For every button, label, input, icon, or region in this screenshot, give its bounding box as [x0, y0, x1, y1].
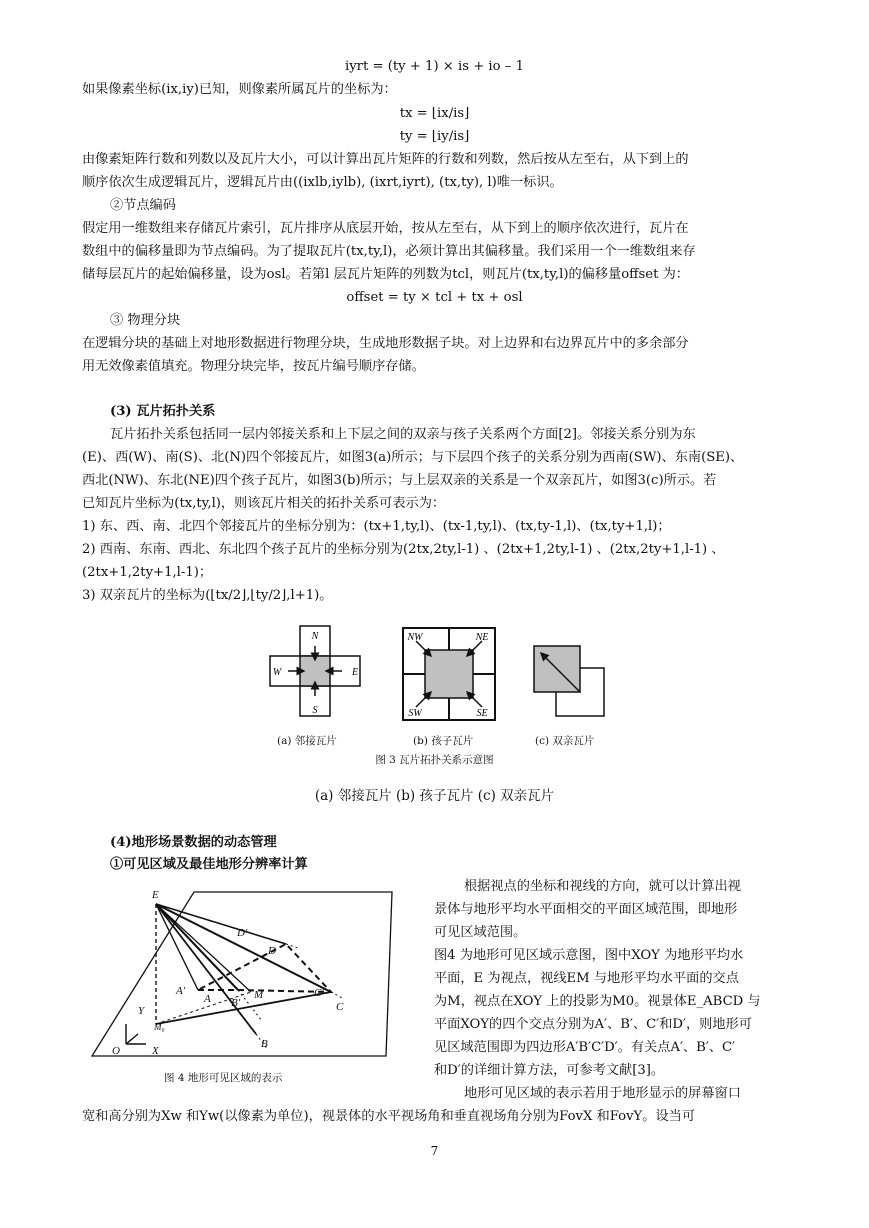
- label-west: W: [272, 667, 282, 678]
- subheading-visible-region: ①可见区域及最佳地形分辨率计算: [110, 857, 308, 872]
- point-label: A′: [176, 985, 186, 997]
- paragraph-line: 宽和高分别为Xw 和Yw(以像素为单位)，视景体的水平视场角和垂直视场角分别为FovX 和FovY。设当可: [82, 1109, 696, 1124]
- paragraph-line: 和D′的详细计算方法，可参考文献[3]。: [434, 1063, 665, 1078]
- adjacency-cross-diagram: [270, 626, 360, 716]
- paragraph-line: 由像素矩阵行数和列数以及瓦片大小，可以计算出瓦片矩阵的行数和列数，然后按从左至右，从下到上的: [82, 152, 689, 167]
- paragraph-line: 储每层瓦片的起始偏移量，设为osl。若第l 层瓦片矩阵的列数为tcl，则瓦片(tx,ty,l)的偏移量offset 为：: [82, 267, 689, 282]
- children-grid-diagram: [403, 628, 495, 720]
- paragraph-line: 假定用一维数组来存储瓦片索引，瓦片排序从底层开始，按从左至右，从下到上的顺序依次进行，瓦片在: [82, 221, 689, 236]
- point-label: E: [152, 889, 159, 901]
- fig4-title: 图 4 地形可见区域的表示: [164, 1072, 283, 1084]
- equation-tx: tx = ⌊ix/is⌋: [399, 106, 470, 121]
- fig3-caption-a: (a) 邻接瓦片: [277, 735, 337, 747]
- figure-4-labels: [112, 889, 344, 1057]
- paragraph-line: 见区域范围即为四边形A′B′C′D′。有关点A′、B′、C′: [434, 1040, 736, 1055]
- ground-plane: [92, 892, 392, 1056]
- fig3-caption-c: (c) 双亲瓦片: [535, 735, 595, 747]
- paragraph-line: 景体与地形平均水平面相交的平面区域范围，即地形: [434, 902, 738, 917]
- label-southeast: SE: [476, 708, 488, 719]
- paragraph-line: 可见区域范围。: [434, 925, 527, 940]
- point-label: C′: [314, 987, 324, 999]
- paragraph-line: 瓦片拓扑关系包括同一层内邻接关系和上下层之间的双亲与孩子关系两个方面[2]。邻接关系分别为东: [110, 427, 696, 442]
- axis-label: X: [152, 1045, 159, 1057]
- label-east: E: [351, 667, 359, 678]
- point-label: B: [261, 1038, 268, 1050]
- list-item: 2) 西南、东南、西北、东北四个孩子瓦片的坐标分别为(2tx,2ty,l-1) 、(2tx+1,2ty,l-1) 、(2tx,2ty+1,l-1) 、: [82, 542, 725, 557]
- paragraph-line: 用无效像素值填充。物理分块完毕，按瓦片编号顺序存储。: [82, 359, 425, 374]
- page-number: 7: [430, 1144, 439, 1158]
- paragraph-line: 图4 为地形可见区域示意图，图中XOY 为地形平均水: [434, 948, 744, 963]
- list-item: 1) 东、西、南、北四个邻接瓦片的坐标分别为：(tx+1,ty,l)、(tx-1,ty,l)、(tx,ty-1,l)、(tx,ty+1,l)；: [82, 519, 671, 534]
- paragraph-line: 平面XOY的四个交点分别为A′、B′、C′和D′，则地形可: [434, 1017, 752, 1032]
- label-northwest: NW: [407, 632, 423, 643]
- label-southwest: SW: [408, 708, 422, 719]
- visible-region-diagram: [92, 892, 392, 1056]
- point-label: A: [204, 993, 211, 1005]
- equation-ty: ty = ⌊iy/is⌋: [399, 129, 470, 144]
- point-label: M₀: [154, 1022, 165, 1032]
- paragraph-line: 在逻辑分块的基础上对地形数据进行物理分块，生成地形数据子块。对上边界和右边界瓦片中的多余部分: [82, 336, 689, 351]
- paragraph-line: 平面，E 为视点，视线EM 与地形平均水平面的交点: [434, 971, 739, 986]
- paragraph-line: 顺序依次生成逻辑瓦片，逻辑瓦片由((ixlb,iylb), (ixrt,iyrt), (tx,ty), l)唯一标识。: [82, 175, 563, 190]
- figure-4-diagram: [86, 884, 421, 1064]
- axis-label: O: [112, 1045, 120, 1057]
- section-heading-tile-topology: (3) 瓦片拓扑关系: [110, 404, 216, 419]
- parent-tile-diagram: [534, 646, 604, 716]
- fig3-subcaption: (a) 邻接瓦片 (b) 孩子瓦片 (c) 双亲瓦片: [314, 788, 555, 804]
- point-label: B′: [231, 997, 241, 1009]
- paragraph-line: 为M，视点在XOY 上的投影为M0。视景体E_ABCD 与: [434, 994, 761, 1009]
- point-label: C: [336, 1001, 344, 1013]
- label-south: S: [312, 705, 318, 716]
- paragraph-line: (E)、西(W)、南(S)、北(N)四个邻接瓦片，如图3(a)所示；与下层四个孩子的关系分别为西南(SW)、东南(SE)、: [82, 450, 744, 465]
- label-north: N: [311, 631, 319, 642]
- point-label: D′: [237, 927, 248, 939]
- paragraph-line: 已知瓦片坐标为(tx,ty,l)，则该瓦片相关的拓扑关系可表示为：: [82, 496, 446, 511]
- label-northeast: NE: [475, 632, 489, 643]
- subheading-physical-block: ③ 物理分块: [110, 313, 181, 328]
- paragraph-line: 如果像素坐标(ix,iy)已知，则像素所属瓦片的坐标为：: [82, 82, 397, 97]
- paragraph-line: 根据视点的坐标和视线的方向，就可以计算出视: [464, 879, 741, 894]
- point-label: D: [268, 945, 276, 957]
- equation-offset: offset = ty × tcl + tx + osl: [346, 290, 523, 305]
- paragraph-line: 数组中的偏移量即为节点编码。为了提取瓦片(tx,ty,l)，必须计算出其偏移量。我们采用一个一维数组来存: [82, 244, 696, 259]
- section-heading-dynamic-management: (4)地形场景数据的动态管理: [110, 835, 277, 850]
- paragraph-line: 地形可见区域的表示若用于地形显示的屏幕窗口: [464, 1086, 741, 1101]
- fig3-title: 图 3 瓦片拓扑关系示意图: [375, 754, 494, 766]
- paragraph-line: 西北(NW)、东北(NE)四个孩子瓦片，如图3(b)所示；与上层双亲的关系是一个双亲瓦片，如图3(c)所示。若: [82, 473, 717, 488]
- point-label: M: [254, 989, 264, 1001]
- axis-label: Y: [138, 1005, 145, 1017]
- equation-iyrt: iyrt = (ty + 1) × is + io – 1: [345, 59, 524, 74]
- fig3-caption-b: (b) 孩子瓦片: [413, 735, 474, 747]
- list-item: 3) 双亲瓦片的坐标为(⌊tx/2⌋,⌊ty/2⌋,l+1)。: [82, 588, 333, 603]
- subheading-node-encoding: ②节点编码: [110, 198, 176, 213]
- figure-3-diagram: [260, 622, 620, 722]
- list-item-continued: (2tx+1,2ty+1,l-1)；: [82, 565, 213, 580]
